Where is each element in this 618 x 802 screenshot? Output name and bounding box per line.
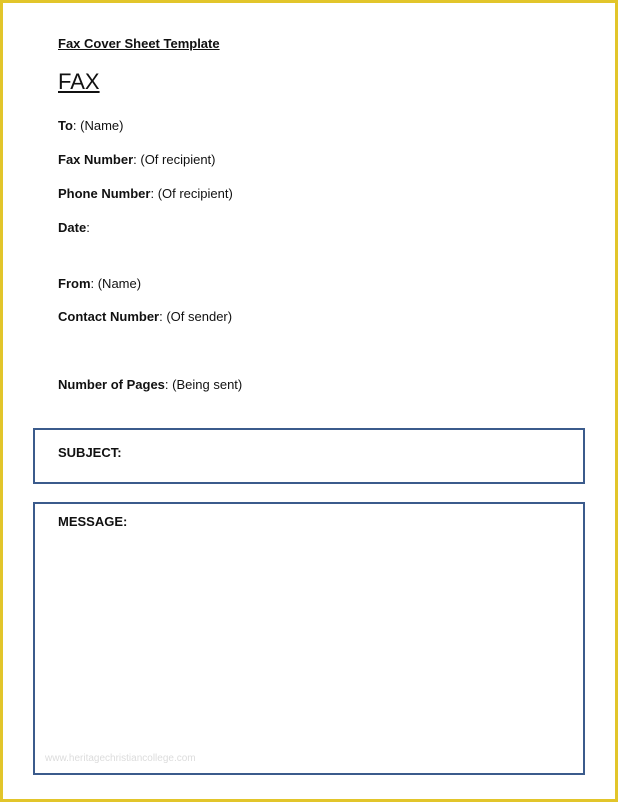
field-from-value: : (Name)	[90, 276, 142, 291]
watermark-text: www.heritagechristiancollege.com	[45, 753, 196, 764]
field-phone-number	[58, 186, 233, 201]
subject-box[interactable]	[33, 428, 585, 484]
field-number-of-pages	[58, 377, 242, 392]
field-fax-number	[58, 152, 216, 167]
message-box[interactable]	[33, 502, 585, 775]
field-phone-number-label: Phone Number	[58, 186, 151, 201]
fax-heading: FAX	[58, 69, 100, 94]
field-number-of-pages-label: Number of Pages	[58, 377, 165, 392]
field-date	[58, 220, 90, 235]
document-title: Fax Cover Sheet Template	[58, 36, 220, 51]
field-phone-number-value: : (Of recipient)	[150, 186, 233, 201]
field-to	[58, 118, 123, 133]
subject-label: SUBJECT:	[58, 445, 122, 460]
field-contact-number-value: : (Of sender)	[159, 309, 233, 324]
field-from-label: From	[58, 276, 91, 291]
field-contact-number	[58, 309, 232, 324]
field-contact-number-label: Contact Number	[58, 309, 160, 324]
field-to-value: : (Name)	[72, 118, 124, 133]
field-from	[58, 276, 141, 291]
field-date-value: :	[86, 220, 90, 235]
field-date-label: Date	[58, 220, 87, 235]
field-to-label: To	[58, 118, 73, 133]
message-label: MESSAGE:	[58, 514, 128, 529]
field-fax-number-value: : (Of recipient)	[133, 152, 216, 167]
field-fax-number-label: Fax Number	[58, 152, 134, 167]
field-number-of-pages-value: : (Being sent)	[164, 377, 243, 392]
